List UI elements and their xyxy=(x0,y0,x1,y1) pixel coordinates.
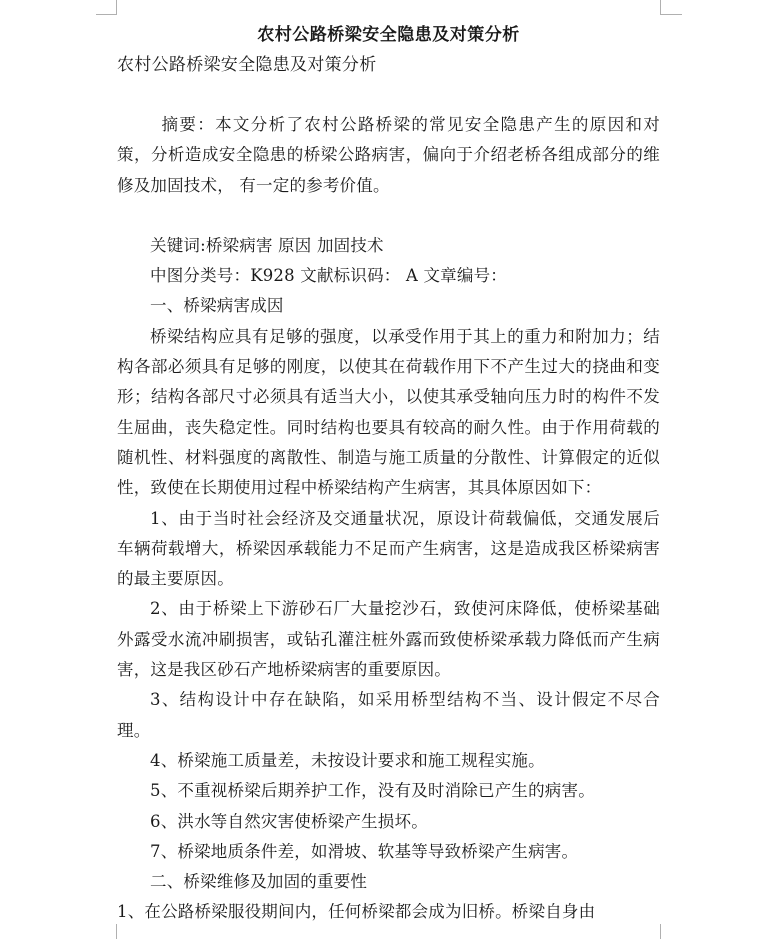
body-paragraph: 桥梁结构应具有足够的强度，以承受作用于其上的重力和附加力；结构各部必须具有足够的刚度，以使其在荷载作用下不产生过大的挠曲和变形；结构各部尺寸必须具有适当大小，以使其承受轴向压力时的构件不发生屈曲，丧失稳定性。同时结构也要具有较高的耐久性。由于作用荷载的随机性、材料强度的离散性、制造与施工质量的分散性、计算假定的近似性，致使在长期使用过程中桥梁结构产生病害，其具体原因如下： xyxy=(117,326,660,498)
crop-mark-bottom-right xyxy=(660,924,661,939)
list-item: 7、桥梁地质条件差，如滑坡、软基等导致桥梁产生病害。 xyxy=(150,841,579,861)
crop-mark-top-left xyxy=(116,0,117,15)
section-heading: 二、桥梁维修及加固的重要性 xyxy=(150,872,368,892)
list-item: 2、由于桥梁上下游砂石厂大量挖沙石，致使河床降低，使桥梁基础外露受水流冲刷损害，或钻孔灌注桩外露而致使桥梁承载力降低而产生病害，这是我区砂石产地桥梁病害的重要原因。 xyxy=(117,599,660,680)
list-item: 6、洪水等自然灾害使桥梁产生损坏。 xyxy=(150,811,428,831)
keywords-line: 关键词:桥梁病害 原因 加固技术 xyxy=(150,235,384,255)
document-subtitle: 农村公路桥梁安全隐患及对策分析 xyxy=(117,55,377,75)
list-item: 1、由于当时社会经济及交通量状况，原设计荷载偏低，交通发展后车辆荷载增大，桥梁因承载能力不足而产生病害，这是造成我区桥梁病害的最主要原因。 xyxy=(117,508,660,589)
classification-line: 中图分类号：K928 文献标识码： A 文章编号： xyxy=(150,266,507,286)
document-title: 农村公路桥梁安全隐患及对策分析 xyxy=(257,25,520,45)
crop-mark-top-left xyxy=(96,14,116,15)
section-heading: 一、桥梁病害成因 xyxy=(150,296,284,316)
list-item: 1、在公路桥梁服役期间内，任何桥梁都会成为旧桥。桥梁自身由 xyxy=(117,902,596,922)
list-item: 4、桥梁施工质量差，未按设计要求和施工规程实施。 xyxy=(150,750,545,770)
crop-mark-top-right xyxy=(660,0,661,15)
list-item: 5、不重视桥梁后期养护工作，没有及时消除已产生的病害。 xyxy=(150,781,595,801)
document-body xyxy=(117,20,660,928)
crop-mark-top-right xyxy=(660,14,682,15)
abstract-paragraph: 摘要：本文分析了农村公路桥梁的常见安全隐患产生的原因和对策，分析造成安全隐患的桥梁公路病害，偏向于介绍老桥各组成部分的维修及加固技术， 有一定的参考价值。 xyxy=(117,115,660,195)
list-item: 3、结构设计中存在缺陷，如采用桥型结构不当、设计假定不尽合理。 xyxy=(117,690,660,740)
